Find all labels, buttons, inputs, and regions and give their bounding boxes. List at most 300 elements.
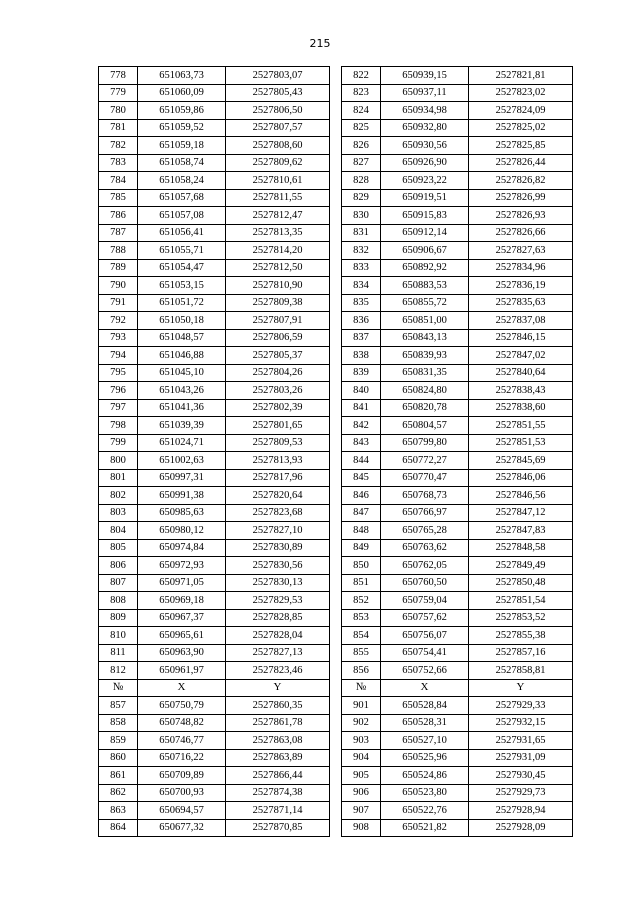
point-number-cell: 854 xyxy=(342,627,381,645)
table-row xyxy=(99,172,573,190)
column-gap xyxy=(330,574,342,592)
table-row xyxy=(99,662,573,680)
y-coordinate-cell: 2527851,55 xyxy=(469,417,573,435)
y-coordinate-cell: 2527853,52 xyxy=(469,609,573,627)
table-row xyxy=(99,732,573,750)
point-number-cell: 860 xyxy=(99,749,138,767)
table-row xyxy=(99,697,573,715)
column-gap xyxy=(330,224,342,242)
y-coordinate-cell: 2527851,53 xyxy=(469,434,573,452)
table-row xyxy=(99,382,573,400)
x-coordinate-cell: 650760,50 xyxy=(381,574,469,592)
x-coordinate-cell: 650677,32 xyxy=(138,819,226,837)
column-gap xyxy=(330,662,342,680)
x-coordinate-cell: 650700,93 xyxy=(138,784,226,802)
point-number-cell: 847 xyxy=(342,504,381,522)
x-coordinate-cell: 650971,05 xyxy=(138,574,226,592)
x-coordinate-cell: 651054,47 xyxy=(138,259,226,277)
x-coordinate-cell: 650768,73 xyxy=(381,487,469,505)
column-gap xyxy=(330,592,342,610)
point-number-cell: 839 xyxy=(342,364,381,382)
point-number-cell: 838 xyxy=(342,347,381,365)
column-gap xyxy=(330,732,342,750)
point-number-cell: 840 xyxy=(342,382,381,400)
y-coordinate-cell: 2527835,63 xyxy=(469,294,573,312)
y-coordinate-cell: 2527870,85 xyxy=(226,819,330,837)
x-coordinate-cell: 651041,36 xyxy=(138,399,226,417)
y-coordinate-cell: 2527826,93 xyxy=(469,207,573,225)
table-row xyxy=(99,714,573,732)
x-coordinate-cell: 650892,92 xyxy=(381,259,469,277)
y-coordinate-cell: 2527807,91 xyxy=(226,312,330,330)
header-x-cell: X xyxy=(381,679,469,697)
page-number: 215 xyxy=(309,37,331,50)
x-coordinate-cell: 651055,71 xyxy=(138,242,226,260)
point-number-cell: 783 xyxy=(99,154,138,172)
table-row xyxy=(99,399,573,417)
point-number-cell: 831 xyxy=(342,224,381,242)
point-number-cell: 907 xyxy=(342,802,381,820)
y-coordinate-cell: 2527830,56 xyxy=(226,557,330,575)
point-number-cell: 811 xyxy=(99,644,138,662)
column-gap xyxy=(330,294,342,312)
y-coordinate-cell: 2527836,19 xyxy=(469,277,573,295)
x-coordinate-cell: 650748,82 xyxy=(138,714,226,732)
y-coordinate-cell: 2527809,38 xyxy=(226,294,330,312)
x-coordinate-cell: 650527,10 xyxy=(381,732,469,750)
point-number-cell: 902 xyxy=(342,714,381,732)
x-coordinate-cell: 650967,37 xyxy=(138,609,226,627)
y-coordinate-cell: 2527838,43 xyxy=(469,382,573,400)
x-coordinate-cell: 650843,13 xyxy=(381,329,469,347)
x-coordinate-cell: 650716,22 xyxy=(138,749,226,767)
x-coordinate-cell: 650912,14 xyxy=(381,224,469,242)
y-coordinate-cell: 2527847,12 xyxy=(469,504,573,522)
y-coordinate-cell: 2527930,45 xyxy=(469,767,573,785)
y-coordinate-cell: 2527848,58 xyxy=(469,539,573,557)
point-number-cell: 807 xyxy=(99,574,138,592)
y-coordinate-cell: 2527808,60 xyxy=(226,137,330,155)
point-number-cell: 843 xyxy=(342,434,381,452)
point-number-cell: 827 xyxy=(342,154,381,172)
y-coordinate-cell: 2527931,65 xyxy=(469,732,573,750)
y-coordinate-cell: 2527812,50 xyxy=(226,259,330,277)
point-number-cell: 790 xyxy=(99,277,138,295)
column-gap xyxy=(330,679,342,697)
y-coordinate-cell: 2527929,73 xyxy=(469,784,573,802)
column-gap xyxy=(330,784,342,802)
y-coordinate-cell: 2527847,02 xyxy=(469,347,573,365)
y-coordinate-cell: 2527817,96 xyxy=(226,469,330,487)
x-coordinate-cell: 651053,15 xyxy=(138,277,226,295)
y-coordinate-cell: 2527803,07 xyxy=(226,67,330,85)
point-number-cell: 793 xyxy=(99,329,138,347)
y-coordinate-cell: 2527809,53 xyxy=(226,434,330,452)
point-number-cell: 794 xyxy=(99,347,138,365)
y-coordinate-cell: 2527846,06 xyxy=(469,469,573,487)
x-coordinate-cell: 650804,57 xyxy=(381,417,469,435)
y-coordinate-cell: 2527931,09 xyxy=(469,749,573,767)
x-coordinate-cell: 651059,52 xyxy=(138,119,226,137)
column-gap xyxy=(330,714,342,732)
table-row xyxy=(99,364,573,382)
column-gap xyxy=(330,259,342,277)
point-number-cell: 802 xyxy=(99,487,138,505)
y-coordinate-cell: 2527810,61 xyxy=(226,172,330,190)
y-coordinate-cell: 2527827,10 xyxy=(226,522,330,540)
point-number-cell: 805 xyxy=(99,539,138,557)
x-coordinate-cell: 650709,89 xyxy=(138,767,226,785)
x-coordinate-cell: 650766,97 xyxy=(381,504,469,522)
point-number-cell: 828 xyxy=(342,172,381,190)
point-number-cell: 789 xyxy=(99,259,138,277)
table-row xyxy=(99,504,573,522)
y-coordinate-cell: 2527929,33 xyxy=(469,697,573,715)
x-coordinate-cell: 650762,05 xyxy=(381,557,469,575)
column-gap xyxy=(330,609,342,627)
y-coordinate-cell: 2527928,94 xyxy=(469,802,573,820)
point-number-cell: 850 xyxy=(342,557,381,575)
column-gap xyxy=(330,189,342,207)
column-gap xyxy=(330,137,342,155)
y-coordinate-cell: 2527820,64 xyxy=(226,487,330,505)
column-gap xyxy=(330,312,342,330)
point-number-cell: 830 xyxy=(342,207,381,225)
point-number-cell: 803 xyxy=(99,504,138,522)
point-number-cell: 835 xyxy=(342,294,381,312)
x-coordinate-cell: 651043,26 xyxy=(138,382,226,400)
point-number-cell: 784 xyxy=(99,172,138,190)
column-gap xyxy=(330,802,342,820)
point-number-cell: 797 xyxy=(99,399,138,417)
x-coordinate-cell: 650997,31 xyxy=(138,469,226,487)
y-coordinate-cell: 2527805,43 xyxy=(226,84,330,102)
column-gap xyxy=(330,242,342,260)
y-coordinate-cell: 2527861,78 xyxy=(226,714,330,732)
x-coordinate-cell: 650939,15 xyxy=(381,67,469,85)
x-coordinate-cell: 650972,93 xyxy=(138,557,226,575)
point-number-cell: 863 xyxy=(99,802,138,820)
y-coordinate-cell: 2527840,64 xyxy=(469,364,573,382)
column-gap xyxy=(330,487,342,505)
header-x-cell: X xyxy=(138,679,226,697)
x-coordinate-cell: 650980,12 xyxy=(138,522,226,540)
point-number-cell: 856 xyxy=(342,662,381,680)
y-coordinate-cell: 2527866,44 xyxy=(226,767,330,785)
table-row xyxy=(99,609,573,627)
table-row xyxy=(99,102,573,120)
x-coordinate-cell: 651063,73 xyxy=(138,67,226,85)
y-coordinate-cell: 2527827,63 xyxy=(469,242,573,260)
x-coordinate-cell: 651057,08 xyxy=(138,207,226,225)
table-row xyxy=(99,749,573,767)
y-coordinate-cell: 2527845,69 xyxy=(469,452,573,470)
x-coordinate-cell: 650525,96 xyxy=(381,749,469,767)
x-coordinate-cell: 651058,74 xyxy=(138,154,226,172)
point-number-cell: 825 xyxy=(342,119,381,137)
point-number-cell: 810 xyxy=(99,627,138,645)
column-gap xyxy=(330,119,342,137)
table-row xyxy=(99,347,573,365)
y-coordinate-cell: 2527806,50 xyxy=(226,102,330,120)
table-header-row xyxy=(99,679,573,697)
point-number-cell: 826 xyxy=(342,137,381,155)
table-row xyxy=(99,452,573,470)
x-coordinate-cell: 650772,27 xyxy=(381,452,469,470)
header-number-cell: № xyxy=(342,679,381,697)
x-coordinate-cell: 651024,71 xyxy=(138,434,226,452)
table-row xyxy=(99,224,573,242)
point-number-cell: 801 xyxy=(99,469,138,487)
y-coordinate-cell: 2527801,65 xyxy=(226,417,330,435)
point-number-cell: 904 xyxy=(342,749,381,767)
y-coordinate-cell: 2527857,16 xyxy=(469,644,573,662)
point-number-cell: 908 xyxy=(342,819,381,837)
x-coordinate-cell: 650799,80 xyxy=(381,434,469,452)
point-number-cell: 788 xyxy=(99,242,138,260)
x-coordinate-cell: 650974,84 xyxy=(138,539,226,557)
point-number-cell: 832 xyxy=(342,242,381,260)
table-row xyxy=(99,119,573,137)
point-number-cell: 903 xyxy=(342,732,381,750)
y-coordinate-cell: 2527826,66 xyxy=(469,224,573,242)
point-number-cell: 829 xyxy=(342,189,381,207)
x-coordinate-cell: 650985,63 xyxy=(138,504,226,522)
y-coordinate-cell: 2527826,99 xyxy=(469,189,573,207)
header-y-cell: Y xyxy=(226,679,330,697)
x-coordinate-cell: 650831,35 xyxy=(381,364,469,382)
coordinates-table xyxy=(98,66,573,837)
y-coordinate-cell: 2527828,85 xyxy=(226,609,330,627)
y-coordinate-cell: 2527805,37 xyxy=(226,347,330,365)
column-gap xyxy=(330,767,342,785)
point-number-cell: 906 xyxy=(342,784,381,802)
point-number-cell: 849 xyxy=(342,539,381,557)
x-coordinate-cell: 651059,86 xyxy=(138,102,226,120)
point-number-cell: 778 xyxy=(99,67,138,85)
column-gap xyxy=(330,399,342,417)
table-row xyxy=(99,137,573,155)
column-gap xyxy=(330,84,342,102)
y-coordinate-cell: 2527851,54 xyxy=(469,592,573,610)
column-gap xyxy=(330,417,342,435)
y-coordinate-cell: 2527828,04 xyxy=(226,627,330,645)
x-coordinate-cell: 650759,04 xyxy=(381,592,469,610)
x-coordinate-cell: 651039,39 xyxy=(138,417,226,435)
column-gap xyxy=(330,207,342,225)
point-number-cell: 787 xyxy=(99,224,138,242)
y-coordinate-cell: 2527928,09 xyxy=(469,819,573,837)
point-number-cell: 862 xyxy=(99,784,138,802)
x-coordinate-cell: 650746,77 xyxy=(138,732,226,750)
x-coordinate-cell: 650763,62 xyxy=(381,539,469,557)
column-gap xyxy=(330,277,342,295)
y-coordinate-cell: 2527821,81 xyxy=(469,67,573,85)
x-coordinate-cell: 651058,24 xyxy=(138,172,226,190)
point-number-cell: 782 xyxy=(99,137,138,155)
table-row xyxy=(99,539,573,557)
header-number-cell: № xyxy=(99,679,138,697)
column-gap xyxy=(330,557,342,575)
table-row xyxy=(99,294,573,312)
table-row xyxy=(99,644,573,662)
point-number-cell: 804 xyxy=(99,522,138,540)
x-coordinate-cell: 650930,56 xyxy=(381,137,469,155)
point-number-cell: 841 xyxy=(342,399,381,417)
x-coordinate-cell: 651051,72 xyxy=(138,294,226,312)
x-coordinate-cell: 650883,53 xyxy=(381,277,469,295)
point-number-cell: 864 xyxy=(99,819,138,837)
x-coordinate-cell: 650965,61 xyxy=(138,627,226,645)
column-gap xyxy=(330,539,342,557)
x-coordinate-cell: 650752,66 xyxy=(381,662,469,680)
point-number-cell: 824 xyxy=(342,102,381,120)
point-number-cell: 809 xyxy=(99,609,138,627)
y-coordinate-cell: 2527823,46 xyxy=(226,662,330,680)
x-coordinate-cell: 651050,18 xyxy=(138,312,226,330)
column-gap xyxy=(330,67,342,85)
point-number-cell: 905 xyxy=(342,767,381,785)
point-number-cell: 798 xyxy=(99,417,138,435)
header-y-cell: Y xyxy=(469,679,573,697)
y-coordinate-cell: 2527830,89 xyxy=(226,539,330,557)
point-number-cell: 857 xyxy=(99,697,138,715)
x-coordinate-cell: 650694,57 xyxy=(138,802,226,820)
point-number-cell: 845 xyxy=(342,469,381,487)
table-row xyxy=(99,189,573,207)
point-number-cell: 851 xyxy=(342,574,381,592)
table-row xyxy=(99,767,573,785)
y-coordinate-cell: 2527863,89 xyxy=(226,749,330,767)
y-coordinate-cell: 2527846,56 xyxy=(469,487,573,505)
y-coordinate-cell: 2527806,59 xyxy=(226,329,330,347)
column-gap xyxy=(330,172,342,190)
table-row xyxy=(99,574,573,592)
point-number-cell: 853 xyxy=(342,609,381,627)
table-row xyxy=(99,154,573,172)
column-gap xyxy=(330,347,342,365)
table-row xyxy=(99,784,573,802)
y-coordinate-cell: 2527825,85 xyxy=(469,137,573,155)
y-coordinate-cell: 2527824,09 xyxy=(469,102,573,120)
x-coordinate-cell: 650915,83 xyxy=(381,207,469,225)
y-coordinate-cell: 2527827,13 xyxy=(226,644,330,662)
point-number-cell: 844 xyxy=(342,452,381,470)
x-coordinate-cell: 650521,82 xyxy=(381,819,469,837)
y-coordinate-cell: 2527846,15 xyxy=(469,329,573,347)
point-number-cell: 901 xyxy=(342,697,381,715)
point-number-cell: 792 xyxy=(99,312,138,330)
column-gap xyxy=(330,627,342,645)
x-coordinate-cell: 650906,67 xyxy=(381,242,469,260)
point-number-cell: 846 xyxy=(342,487,381,505)
table-row xyxy=(99,84,573,102)
x-coordinate-cell: 650934,98 xyxy=(381,102,469,120)
point-number-cell: 858 xyxy=(99,714,138,732)
point-number-cell: 837 xyxy=(342,329,381,347)
x-coordinate-cell: 650528,84 xyxy=(381,697,469,715)
x-coordinate-cell: 651002,63 xyxy=(138,452,226,470)
point-number-cell: 833 xyxy=(342,259,381,277)
x-coordinate-cell: 651048,57 xyxy=(138,329,226,347)
point-number-cell: 806 xyxy=(99,557,138,575)
y-coordinate-cell: 2527803,26 xyxy=(226,382,330,400)
x-coordinate-cell: 650923,22 xyxy=(381,172,469,190)
x-coordinate-cell: 650851,00 xyxy=(381,312,469,330)
y-coordinate-cell: 2527807,57 xyxy=(226,119,330,137)
x-coordinate-cell: 650754,41 xyxy=(381,644,469,662)
y-coordinate-cell: 2527813,93 xyxy=(226,452,330,470)
table-row xyxy=(99,259,573,277)
table-row xyxy=(99,67,573,85)
y-coordinate-cell: 2527810,90 xyxy=(226,277,330,295)
x-coordinate-cell: 650961,97 xyxy=(138,662,226,680)
column-gap xyxy=(330,749,342,767)
x-coordinate-cell: 650756,07 xyxy=(381,627,469,645)
table-row xyxy=(99,207,573,225)
point-number-cell: 799 xyxy=(99,434,138,452)
y-coordinate-cell: 2527932,15 xyxy=(469,714,573,732)
point-number-cell: 785 xyxy=(99,189,138,207)
x-coordinate-cell: 650757,62 xyxy=(381,609,469,627)
table-row xyxy=(99,329,573,347)
y-coordinate-cell: 2527834,96 xyxy=(469,259,573,277)
table-row xyxy=(99,434,573,452)
column-gap xyxy=(330,102,342,120)
y-coordinate-cell: 2527802,39 xyxy=(226,399,330,417)
x-coordinate-cell: 650839,93 xyxy=(381,347,469,365)
table-row xyxy=(99,487,573,505)
point-number-cell: 812 xyxy=(99,662,138,680)
x-coordinate-cell: 651059,18 xyxy=(138,137,226,155)
x-coordinate-cell: 650919,51 xyxy=(381,189,469,207)
y-coordinate-cell: 2527860,35 xyxy=(226,697,330,715)
y-coordinate-cell: 2527847,83 xyxy=(469,522,573,540)
y-coordinate-cell: 2527874,38 xyxy=(226,784,330,802)
x-coordinate-cell: 651056,41 xyxy=(138,224,226,242)
x-coordinate-cell: 650932,80 xyxy=(381,119,469,137)
x-coordinate-cell: 650963,90 xyxy=(138,644,226,662)
point-number-cell: 859 xyxy=(99,732,138,750)
point-number-cell: 823 xyxy=(342,84,381,102)
coordinates-table-body xyxy=(99,67,573,837)
y-coordinate-cell: 2527811,55 xyxy=(226,189,330,207)
point-number-cell: 855 xyxy=(342,644,381,662)
y-coordinate-cell: 2527838,60 xyxy=(469,399,573,417)
point-number-cell: 795 xyxy=(99,364,138,382)
x-coordinate-cell: 651045,10 xyxy=(138,364,226,382)
table-row xyxy=(99,522,573,540)
column-gap xyxy=(330,382,342,400)
point-number-cell: 822 xyxy=(342,67,381,85)
table-row xyxy=(99,417,573,435)
point-number-cell: 808 xyxy=(99,592,138,610)
y-coordinate-cell: 2527826,82 xyxy=(469,172,573,190)
y-coordinate-cell: 2527804,26 xyxy=(226,364,330,382)
x-coordinate-cell: 651057,68 xyxy=(138,189,226,207)
y-coordinate-cell: 2527850,48 xyxy=(469,574,573,592)
y-coordinate-cell: 2527829,53 xyxy=(226,592,330,610)
y-coordinate-cell: 2527849,49 xyxy=(469,557,573,575)
column-gap xyxy=(330,819,342,837)
y-coordinate-cell: 2527814,20 xyxy=(226,242,330,260)
point-number-cell: 836 xyxy=(342,312,381,330)
point-number-cell: 786 xyxy=(99,207,138,225)
x-coordinate-cell: 650770,47 xyxy=(381,469,469,487)
column-gap xyxy=(330,644,342,662)
y-coordinate-cell: 2527823,68 xyxy=(226,504,330,522)
x-coordinate-cell: 650820,78 xyxy=(381,399,469,417)
